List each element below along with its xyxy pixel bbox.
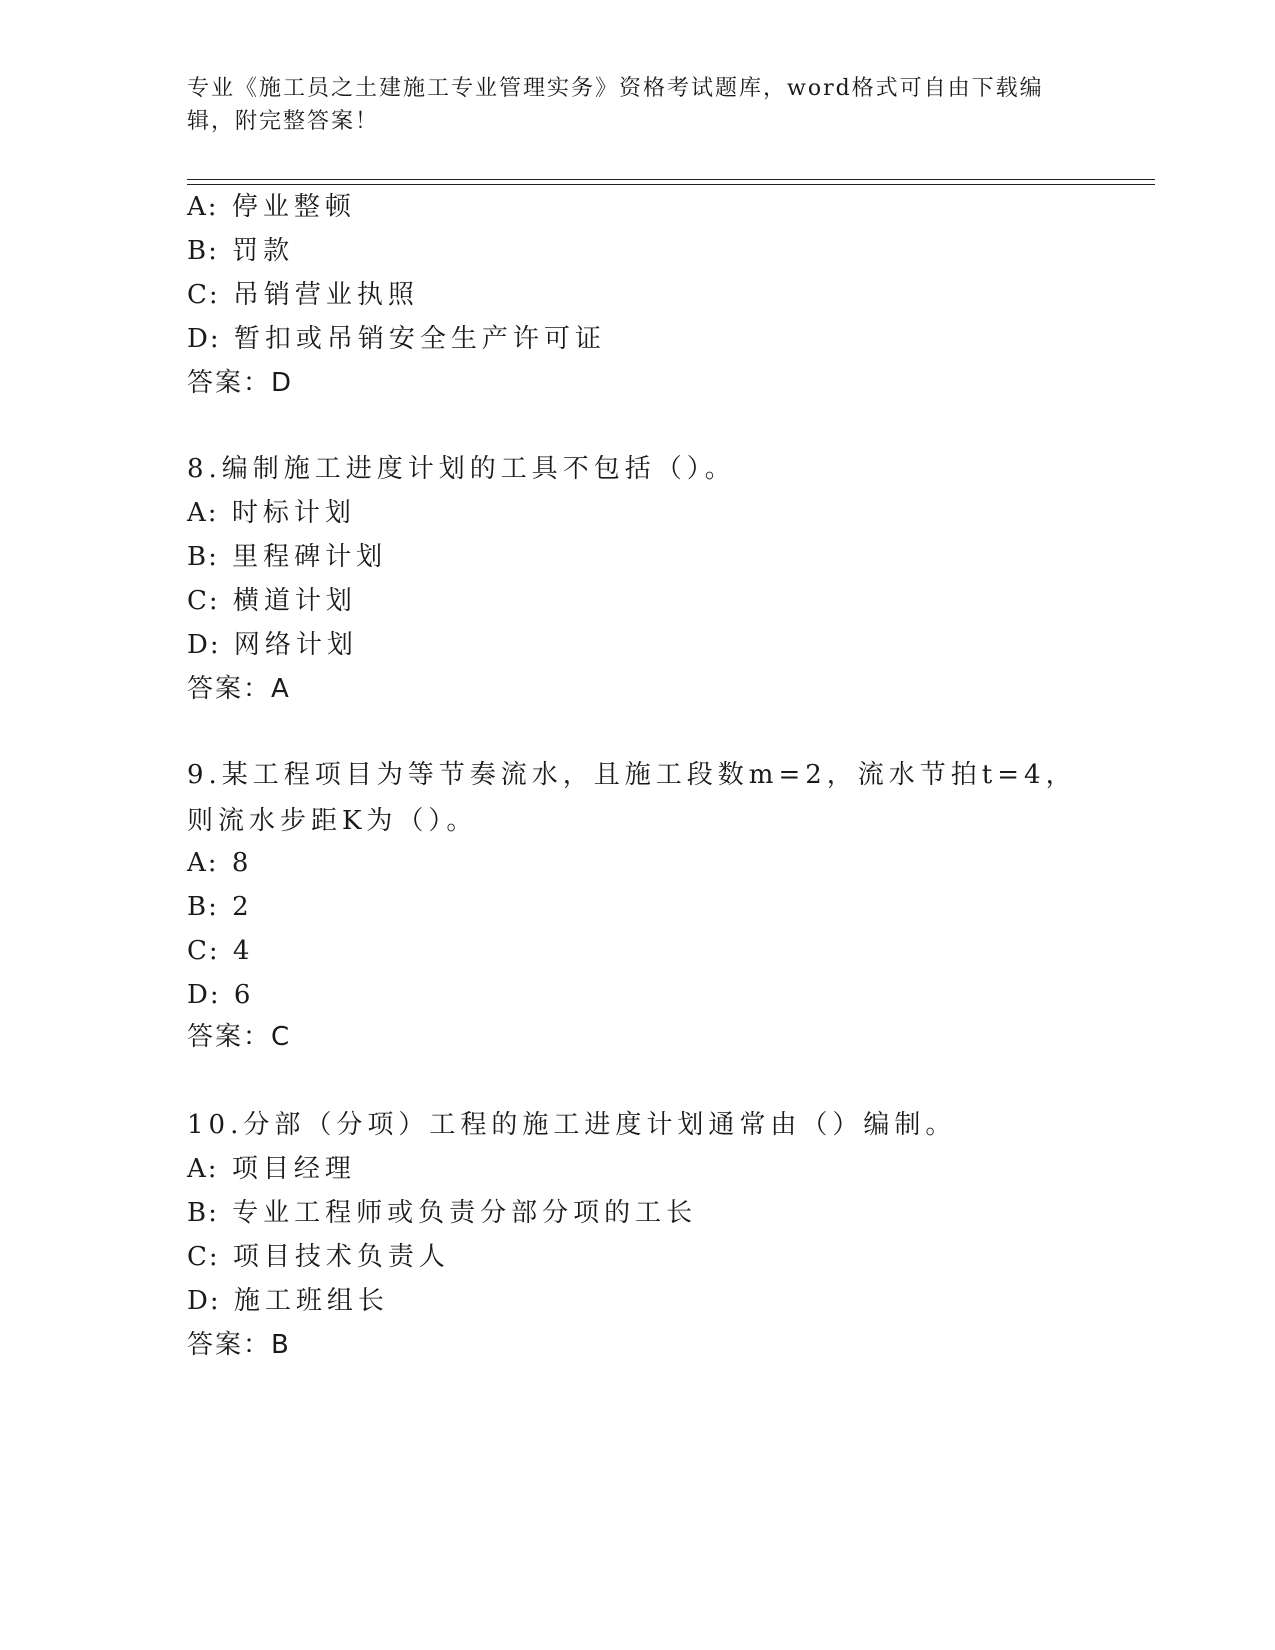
option-text: 项目经理 (231, 1154, 356, 1184)
option-text: 6 (233, 980, 256, 1010)
option-label: D: (187, 630, 221, 660)
q7-option-c (187, 278, 419, 312)
q9-question: 9.某工程项目为等节奏流水，且施工段数m=2，流水节拍t=4，则流水步距K为（）。 (187, 760, 1077, 836)
q9-option-c (187, 934, 254, 968)
option-text: 横道计划 (232, 586, 357, 616)
header-divider-bottom (187, 184, 1155, 185)
header-divider-top (187, 179, 1155, 180)
q7-option-d (187, 322, 606, 356)
option-label: C: (187, 280, 220, 310)
q8-option-d (187, 628, 358, 662)
option-label: A: (187, 192, 219, 222)
q9-option-d (187, 978, 255, 1012)
q9-answer: 答案：C (187, 1022, 292, 1052)
option-label: D: (187, 324, 221, 354)
q7-answer: 答案：D (187, 368, 294, 398)
option-label: A: (187, 498, 219, 528)
option-text: 里程碑计划 (232, 542, 388, 572)
q10-option-a (187, 1152, 356, 1186)
q8-option-a (187, 496, 356, 530)
option-label: C: (187, 1242, 220, 1272)
option-text: 施工班组长 (233, 1286, 389, 1316)
option-text: 4 (232, 936, 255, 966)
q10-question: 10.分部（分项）工程的施工进度计划通常由（）编制。 (187, 1110, 957, 1140)
q8-option-c (187, 584, 357, 618)
option-label: D: (187, 980, 221, 1010)
option-text: 时标计划 (231, 498, 356, 528)
option-text: 罚款 (232, 236, 295, 266)
q8-option-b (187, 540, 387, 574)
option-label: B: (187, 1198, 219, 1228)
option-label: C: (187, 936, 220, 966)
option-label: B: (187, 542, 219, 572)
option-text: 吊销营业执照 (232, 280, 419, 310)
option-label: C: (187, 586, 220, 616)
option-text: 专业工程师或负责分部分项的工长 (232, 1198, 698, 1228)
option-label: A: (187, 1154, 219, 1184)
option-label: A: (187, 848, 219, 878)
option-label: B: (187, 892, 219, 922)
q10-option-c (187, 1240, 450, 1274)
q7-option-a (187, 190, 356, 224)
q10-option-d (187, 1284, 389, 1318)
option-label: B: (187, 236, 219, 266)
option-text: 8 (231, 848, 254, 878)
option-text: 暂扣或吊销安全生产许可证 (233, 324, 606, 354)
document-header: 专业《施工员之土建施工专业管理实务》资格考试题库，word格式可自由下载编辑，附完整答案！ (187, 76, 1044, 134)
option-text: 2 (232, 892, 254, 922)
option-label: D: (187, 1286, 221, 1316)
option-text: 停业整顿 (231, 192, 356, 222)
q10-option-b (187, 1196, 697, 1230)
option-text: 项目技术负责人 (232, 1242, 450, 1272)
q8-question: 8.编制施工进度计划的工具不包括（）。 (187, 454, 736, 484)
q10-answer: 答案：B (187, 1330, 291, 1360)
q9-option-a (187, 846, 253, 880)
q7-option-b (187, 234, 294, 268)
q9-option-b (187, 890, 254, 924)
option-text: 网络计划 (233, 630, 358, 660)
q8-answer: 答案：A (187, 674, 291, 704)
